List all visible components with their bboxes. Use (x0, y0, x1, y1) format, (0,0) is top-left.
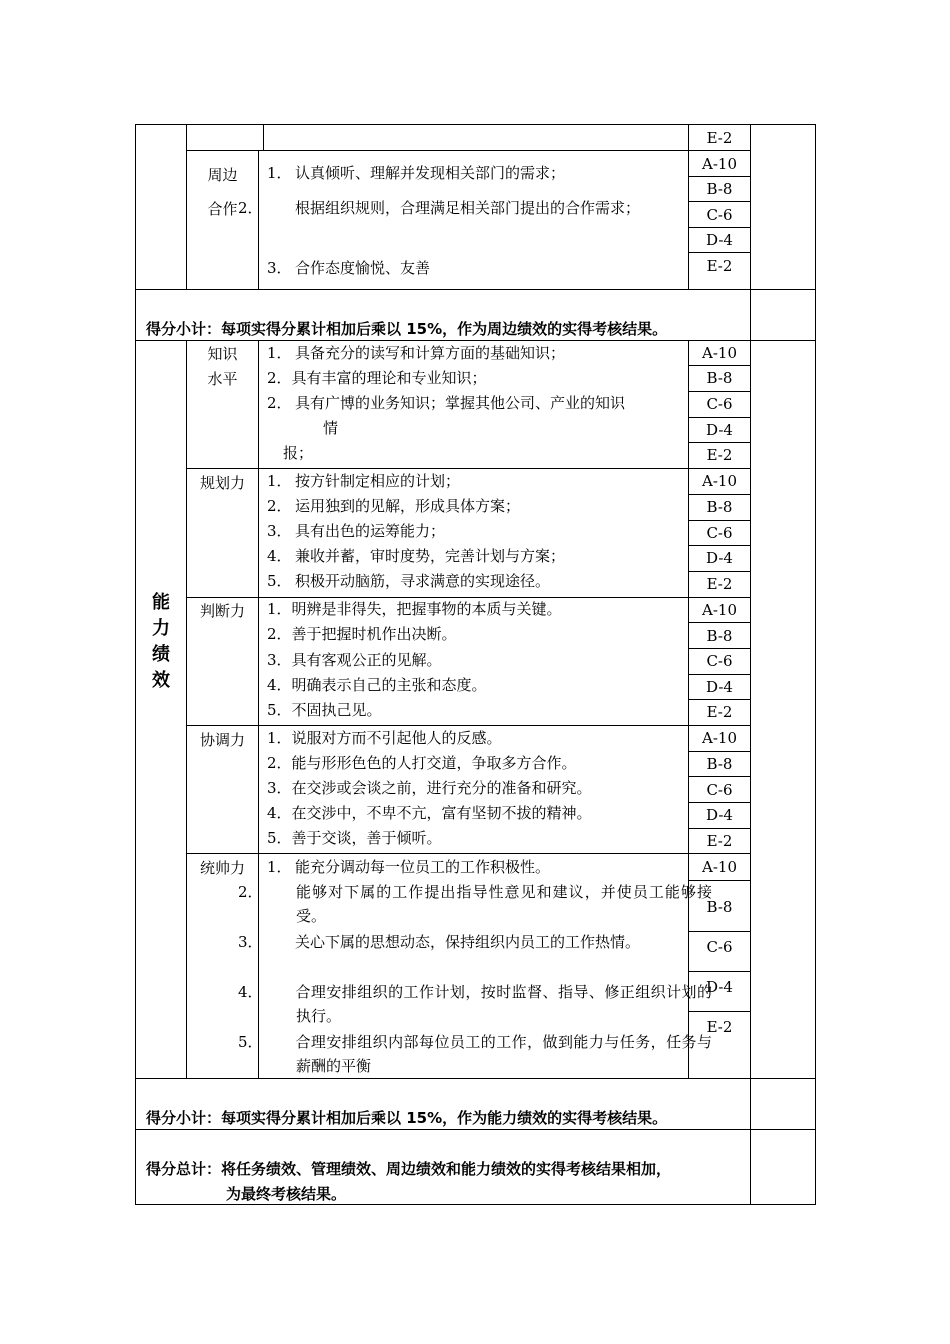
grade-label: C-6 (706, 395, 733, 413)
grade-label: D-4 (706, 421, 733, 439)
grade-divider (688, 674, 751, 675)
grade-label: A-10 (702, 858, 737, 876)
table-border-top (135, 124, 816, 125)
table-border-bottom (135, 1204, 816, 1205)
grade-label: E-2 (706, 129, 733, 147)
category-peripheral-line2: 合作 (207, 200, 238, 218)
grade-label: B-8 (706, 898, 733, 916)
grade-label: A-10 (702, 729, 737, 747)
list-item: 3． 合作态度愉悦、友善 (267, 259, 431, 277)
total-line-1: 得分总计：将任务绩效、管理绩效、周边绩效和能力绩效的实得考核结果相加， (146, 1160, 672, 1178)
grade-label: C-6 (706, 206, 733, 224)
grade-label: A-10 (702, 155, 737, 173)
grade-label: E-2 (706, 703, 733, 721)
total-line-2: 为最终考核结果。 (226, 1185, 347, 1203)
list-item: 4．在交涉中，不卑不亢，富有坚韧不拔的精神。 (267, 804, 592, 822)
grade-divider (688, 545, 751, 546)
list-item: 3． 关心下属的思想动态，保持组织内员工的工作热情。 (238, 933, 641, 951)
grade-label: E-2 (706, 446, 733, 464)
list-item: 3．在交涉或会谈之前，进行充分的准备和研究。 (267, 779, 592, 797)
grade-label: B-8 (706, 369, 733, 387)
grade-label: B-8 (706, 755, 733, 773)
grade-label: E-2 (706, 832, 733, 850)
row-divider (135, 1129, 816, 1130)
ability-label: 能 力 绩 效 (152, 592, 170, 691)
subtotal-ability: 得分小计：每项实得分累计相加后乘以 15%，作为能力绩效的实得考核结果。 (146, 1109, 668, 1127)
grade-divider (688, 622, 751, 623)
list-item: 5． 积极开动脑筋，寻求满意的实现途径。 (267, 572, 551, 590)
grade-divider (688, 520, 751, 521)
grade-label: E-2 (706, 257, 733, 275)
grade-divider (688, 776, 751, 777)
table-border-right (815, 124, 816, 1205)
grade-label: C-6 (706, 781, 733, 799)
list-item: 2． 能够对下属的工作提出指导性意见和建议，并使员工能够接受。 (238, 883, 712, 925)
list-item: 3． 具有出色的运筹能力； (267, 522, 446, 540)
grade-label: B-8 (706, 498, 733, 516)
category-divider (186, 853, 751, 854)
category-planning: 规划力 (199, 474, 245, 492)
subtotal-peripheral: 得分小计：每项实得分累计相加后乘以 15%，作为周边绩效的实得考核结果。 (146, 320, 668, 338)
grade-label: C-6 (706, 524, 733, 542)
grade-divider (688, 176, 751, 177)
score-column-divider (750, 124, 751, 1205)
list-item: 1． 具备充分的读写和计算方面的基础知识； (267, 344, 566, 362)
grade-label: B-8 (706, 180, 733, 198)
list-item: 1．说服对方而不引起他人的反感。 (267, 729, 502, 747)
list-item: 4． 合理安排组织的工作计划，按时监督、指导、修正组织计划的执行。 (238, 983, 712, 1025)
grade-divider (688, 365, 751, 366)
list-item: 1．明辨是非得失，把握事物的本质与关键。 (267, 600, 562, 618)
list-item: 2． 具有广博的业务知识；掌握其他公司、产业的知识 (267, 394, 626, 412)
grade-label: D-4 (706, 806, 733, 824)
grade-divider (688, 571, 751, 572)
grade-label: B-8 (706, 627, 733, 645)
category-judgment: 判断力 (199, 602, 245, 620)
list-item: 5．不固执己见。 (267, 701, 382, 719)
grade-label: D-4 (706, 978, 733, 996)
list-item: 2． 运用独到的见解，形成具体方案； (267, 497, 521, 515)
category-column-divider (258, 340, 259, 1078)
category-column-divider (263, 124, 264, 150)
list-item: 4． 兼收并蓄，审时度势，完善计划与方案； (267, 547, 566, 565)
grade-label: A-10 (702, 472, 737, 490)
grade-label: E-2 (706, 575, 733, 593)
grade-divider (688, 227, 751, 228)
grade-divider (688, 802, 751, 803)
row-divider (135, 1078, 816, 1079)
grade-divider (688, 828, 751, 829)
list-item: 2． 根据组织规则，合理满足相关部门提出的合作需求； (238, 199, 641, 217)
list-item-continued: 报； (283, 444, 314, 462)
grade-label: A-10 (702, 601, 737, 619)
list-item: 2．善于把握时机作出决断。 (267, 625, 457, 643)
grade-label: A-10 (702, 344, 737, 362)
category-coordination: 协调力 (199, 731, 245, 749)
grade-label: D-4 (706, 231, 733, 249)
category-divider (186, 150, 751, 151)
list-item: 5．善于交谈，善于倾听。 (267, 829, 442, 847)
list-item: 4．明确表示自己的主张和态度。 (267, 676, 487, 694)
grade-label: D-4 (706, 549, 733, 567)
grade-label: C-6 (706, 652, 733, 670)
list-item: 2．具有丰富的理论和专业知识； (267, 369, 487, 387)
list-item: 3．具有客观公正的见解。 (267, 651, 442, 669)
grade-divider (688, 699, 751, 700)
grade-label: D-4 (706, 678, 733, 696)
category-knowledge-line2: 水平 (207, 370, 238, 388)
category-knowledge-line1: 知识 (207, 345, 238, 363)
list-item: 1． 能充分调动每一位员工的工作积极性。 (267, 858, 551, 876)
grade-label: E-2 (706, 1018, 733, 1036)
list-item: 1． 按方针制定相应的计划； (267, 472, 461, 490)
category-leadership: 统帅力 (199, 859, 245, 877)
list-item: 1． 认真倾听、理解并发现相关部门的需求； (267, 164, 566, 182)
grade-divider (688, 971, 751, 972)
grade-divider (688, 494, 751, 495)
category-peripheral-line1: 周边 (207, 166, 238, 184)
grade-divider (688, 648, 751, 649)
grade-divider (688, 751, 751, 752)
row-divider (135, 289, 816, 290)
list-item: 5． 合理安排组织内部每位员工的工作，做到能力与任务，任务与薪酬的平衡 (238, 1033, 712, 1075)
label-column-divider (186, 340, 187, 1078)
grade-divider (688, 391, 751, 392)
list-item-continued: 情 (323, 419, 339, 437)
list-item: 2．能与形形色色的人打交道，争取多方合作。 (267, 754, 577, 772)
grade-label: C-6 (706, 938, 733, 956)
grade-divider (688, 252, 751, 253)
